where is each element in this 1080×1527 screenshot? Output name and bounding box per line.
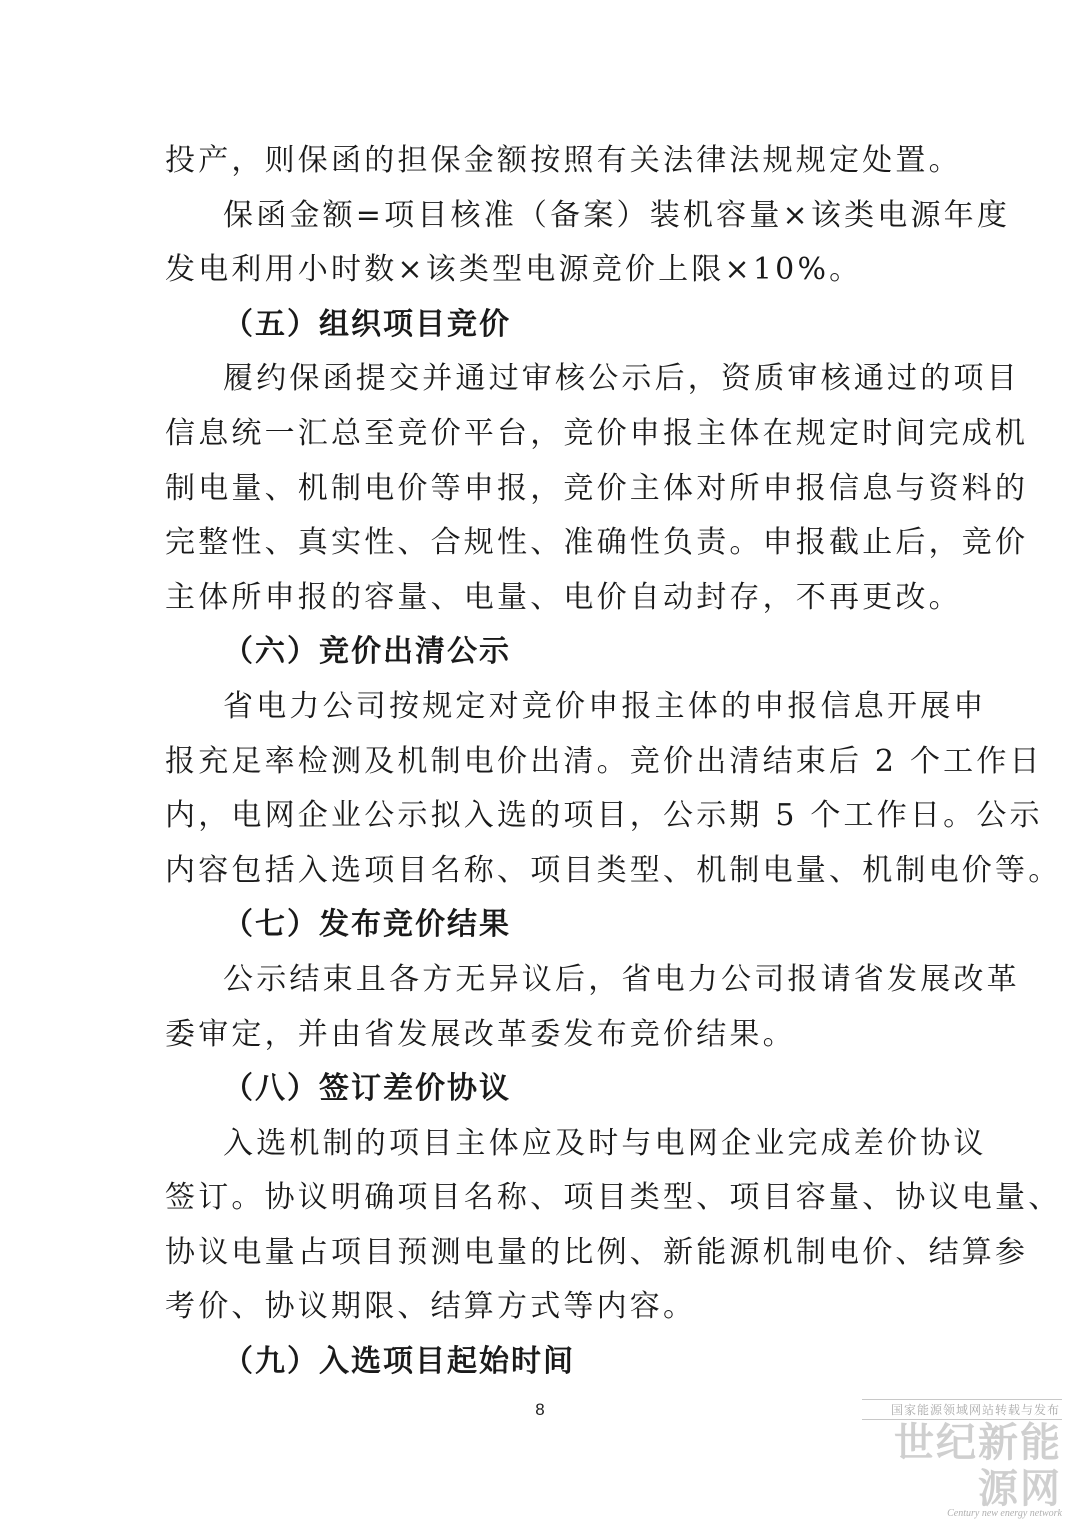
text-line: 协议电量占项目预测电量的比例、新能源机制电价、结算参 bbox=[165, 1234, 1029, 1270]
text-line: 主体所申报的容量、电量、电价自动封存，不再更改。 bbox=[165, 579, 962, 615]
document-body bbox=[165, 134, 1062, 1390]
section-heading: （八）签订差价协议 bbox=[223, 1071, 511, 1107]
watermark-tagline: 国家能源领域网站转载与发布 bbox=[862, 1399, 1062, 1420]
text-line: 履约保函提交并通过审核公示后，资质审核通过的项目 bbox=[223, 361, 1020, 397]
section-heading: （九）入选项目起始时间 bbox=[223, 1344, 575, 1380]
watermark bbox=[862, 1399, 1062, 1519]
section-heading: （六）竞价出清公示 bbox=[223, 634, 511, 670]
text-line: 保函金额=项目核准（备案）装机容量×该类电源年度 bbox=[223, 197, 1011, 233]
section-heading: （七）发布竞价结果 bbox=[223, 907, 511, 943]
text-line: 发电利用小时数×该类型电源竞价上限×10%。 bbox=[165, 252, 863, 288]
text-line: 省电力公司按规定对竞价申报主体的申报信息开展申 bbox=[223, 688, 987, 724]
watermark-logo-text: 世纪新能源网 bbox=[894, 1419, 1062, 1512]
page-number: 8 bbox=[535, 1400, 545, 1419]
section-heading: （五）组织项目竞价 bbox=[223, 306, 511, 342]
text-line: 信息统一汇总至竞价平台，竞价申报主体在规定时间完成机 bbox=[165, 415, 1029, 451]
text-line: 委审定，并由省发展改革委发布竞价结果。 bbox=[165, 1016, 796, 1052]
text-line: 公示结束且各方无异议后，省电力公司报请省发展改革 bbox=[223, 961, 1020, 997]
text-line: 完整性、真实性、合规性、准确性负责。申报截止后，竞价 bbox=[165, 525, 1029, 561]
text-line: 考价、协议期限、结算方式等内容。 bbox=[165, 1289, 697, 1325]
text-line: 签订。协议明确项目名称、项目类型、项目容量、协议电量、 bbox=[165, 1180, 1062, 1216]
watermark-english: Century new energy network bbox=[947, 1508, 1062, 1519]
text-line: 内，电网企业公示拟入选的项目，公示期 5 个工作日。公示 bbox=[165, 798, 1043, 834]
text-line: 内容包括入选项目名称、项目类型、机制电量、机制电价等。 bbox=[165, 852, 1062, 888]
text-line: 投产，则保函的担保金额按照有关法律法规规定处置。 bbox=[165, 143, 962, 178]
text-line: 入选机制的项目主体应及时与电网企业完成差价协议 bbox=[223, 1125, 987, 1161]
text-line: 制电量、机制电价等申报，竞价主体对所申报信息与资料的 bbox=[165, 470, 1029, 506]
text-line: 报充足率检测及机制电价出清。竞价出清结束后 2 个工作日 bbox=[165, 743, 1043, 779]
